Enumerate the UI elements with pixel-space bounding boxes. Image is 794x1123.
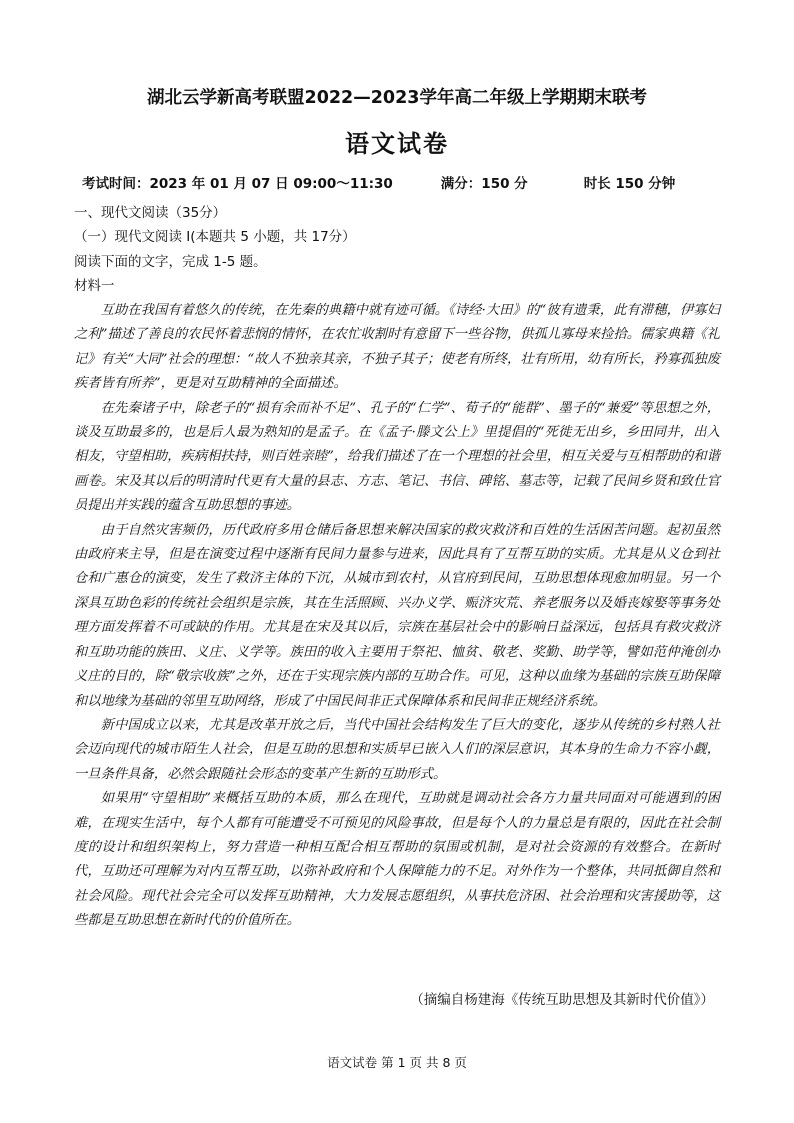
paragraph: 在先秦诸子中，除老子的“损有余而补不足”、孔子的“仁学”、荀子的“能群”、墨子的“兼爱”等思想之外，谈及互助最多的，也是后人最为熟知的是孟子。在《孟子·滕文公上》里提倡的“死徙无出乡，乡田同井，出入相友，守望相助，疾病相扶持，则百姓亲睦”，给我们描述了在一个理想的社会里，相互关爱与互相帮助的和谐画卷。宋及其以后的明清时代更有大量的县志、方志、笔记、书信、碑铭、墓志等，记载了民间乡贤和致仕官员提出并实践的蕴含互助思想的事迹。 — [74, 400, 720, 514]
exam-time: 考试时间：2023 年 01 月 07 日 09:00～11:30 — [82, 176, 393, 192]
paragraph: 如果用“守望相助”来概括互助的本质，那么在现代，互助就是调动社会各方力量共同面对可能遇到的困难，在现实生活中，每个人都有可能遭受不可预见的风险事故，但是每个人的力量总是有限的，因此在社会制度的设计和组织架构上，努力营造一种相互配合相互帮助的氛围或机制，是对社会资源的有效整合。在新时代，互助还可理解为对内互帮互助，以弥补政府和个人保障能力的不足。对外作为一个整体，共同抵御自然和社会风险。现代社会完全可以发挥互助精神，大力发展志愿组织，从事扶危济困、社会治理和灾害援助等，这些都是互助思想在新时代的价值所在。 — [74, 791, 720, 929]
full-score: 满分：150 分 — [440, 176, 528, 192]
page-footer: 语文试卷 第 1 页 共 8 页 — [327, 1055, 467, 1070]
material-body — [74, 299, 720, 934]
sub-section-heading: （一）现代文阅读 I(本题共 5 小题，共 17分） — [74, 229, 356, 245]
section-heading: 一、现代文阅读（35分） — [74, 205, 227, 221]
paragraph: 新中国成立以来，尤其是改革开放之后，当代中国社会结构发生了巨大的变化，逐步从传统的乡村熟人社会迈向现代的城市陌生人社会，但是互助的思想和实质早已嵌入人们的深层意识，其本身的生命力不容小觑，一旦条件具备，必然会跟随社会形态的变革产生新的互助形式。 — [74, 717, 720, 782]
exam-info-line — [82, 172, 675, 192]
source-citation: （摘编自杨建海《传统互助思想及其新时代价值》） — [410, 992, 714, 1008]
exam-title: 湖北云学新高考联盟2022—2023学年高二年级上学期期末联考 — [147, 88, 647, 108]
subject-title: 语文试卷 — [345, 130, 449, 158]
paragraph: 由于自然灾害频仍，历代政府多用仓储后备思想来解决国家的救灾救济和百姓的生活困苦问题。起初虽然由政府来主导，但是在演变过程中逐渐有民间力量参与进来，因此具有了互帮互助的实质。尤其是从义仓到社仓和广惠仓的演变，发生了救济主体的下沉，从城市到农村，从官府到民间，互助思想体现愈加明显。另一个深具互助色彩的传统社会组织是宗族，其在生活照顾、兴办义学、赈济灾荒、养老服务以及婚丧嫁娶等事务处理方面发挥着不可或缺的作用。尤其是在宋及其以后，宗族在基层社会中的影响日益深远，包括具有救灾救济和互助功能的族田、义庄、义学等。族田的收入主要用于祭祀、恤贫、敬老、奖勤、助学等，譬如范仲淹创办义庄的目的，除“敬宗收族”之外，还在于实现宗族内部的互助合作。可见，这种以血缘为基础的宗族互助保障和以地缘为基础的邻里互助网络，形成了中国民间非正式保障体系和民间非正规经济系统。 — [74, 522, 720, 709]
material-label: 材料一 — [74, 278, 115, 294]
paragraph: 互助在我国有着悠久的传统，在先秦的典籍中就有迹可循。《诗经·大田》的“彼有遗秉，此有滞穗，伊寡妇之利”描述了善良的农民怀着悲悯的情怀，在农忙收割时有意留下一些谷物，供孤儿寡母来捡拾。儒家典籍《礼记》有关“大同”社会的理想：“故人不独亲其亲，不独子其子；使老有所终，壮有所用，幼有所长，矜寡孤独废疾者皆有所养”，更是对互助精神的全面描述。 — [74, 303, 720, 392]
reading-instruction: 阅读下面的文字，完成 1-5 题。 — [74, 254, 267, 270]
exam-duration: 时长 150 分钟 — [583, 176, 676, 192]
